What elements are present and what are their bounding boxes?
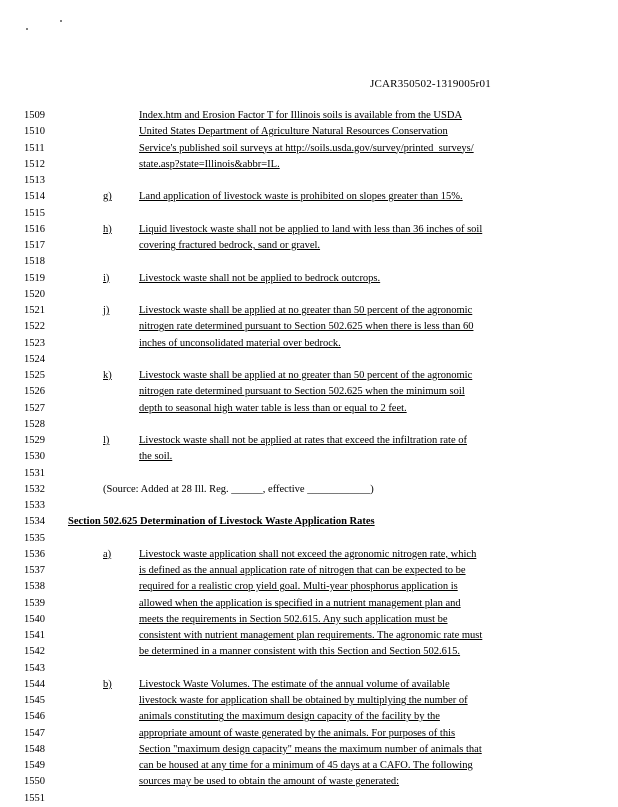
line-number: 1530 bbox=[24, 451, 45, 463]
document-line bbox=[0, 417, 618, 433]
document-line bbox=[0, 596, 618, 612]
line-number: 1534 bbox=[24, 516, 45, 528]
document-line bbox=[0, 579, 618, 595]
line-text: animals constituting the maximum design capacity of the facility by the bbox=[139, 711, 440, 723]
line-number: 1526 bbox=[24, 386, 45, 398]
document-line bbox=[0, 791, 618, 807]
line-number: 1521 bbox=[24, 305, 45, 316]
document-line bbox=[0, 709, 618, 725]
document-line bbox=[0, 108, 618, 124]
subsection-label: b) bbox=[103, 678, 112, 690]
document-line bbox=[0, 612, 618, 628]
line-text: Livestock waste shall not be applied at rates that exceed the infiltration rate of bbox=[139, 435, 468, 446]
document-line bbox=[0, 238, 618, 254]
line-number: 1546 bbox=[24, 711, 45, 723]
line-number: 1551 bbox=[24, 792, 45, 804]
document-line bbox=[0, 514, 618, 530]
line-text: Livestock waste shall be applied at no greater than 50 percent of the agronomic bbox=[139, 305, 473, 316]
line-number: 1538 bbox=[24, 581, 45, 593]
line-number: 1512 bbox=[24, 158, 45, 170]
line-number: 1539 bbox=[24, 597, 45, 609]
line-number: 1548 bbox=[24, 743, 45, 755]
line-number: 1533 bbox=[24, 500, 45, 511]
document-line bbox=[0, 449, 618, 465]
line-number: 1510 bbox=[24, 126, 45, 138]
line-number: 1532 bbox=[24, 483, 45, 495]
document-line bbox=[0, 254, 618, 270]
document-line bbox=[0, 758, 618, 774]
document-line bbox=[0, 206, 618, 222]
line-text: nitrogen rate determined pursuant to Section 502.625 when there is less than 60 bbox=[139, 321, 474, 333]
document-line bbox=[0, 303, 618, 319]
subsection-label: i) bbox=[103, 272, 110, 284]
line-number: 1522 bbox=[24, 321, 45, 333]
line-text: state.asp?state=Illinois&abbr=IL. bbox=[139, 158, 280, 170]
line-text: Liquid livestock waste shall not be applied to land with less than 36 inches of soil bbox=[139, 223, 483, 235]
document-line bbox=[0, 271, 618, 287]
line-text: depth to seasonal high water table is less than or equal to 2 feet. bbox=[139, 402, 407, 414]
document-line bbox=[0, 173, 618, 189]
document-line bbox=[0, 141, 618, 157]
line-number: 1511 bbox=[24, 142, 45, 154]
subsection-label: l) bbox=[103, 435, 110, 446]
subsection-label: g) bbox=[103, 191, 112, 203]
document-line bbox=[0, 628, 618, 644]
line-text: Index.htm and Erosion Factor T for Illinois soils is available from the USDA bbox=[139, 110, 463, 121]
line-number: 1541 bbox=[24, 630, 45, 641]
line-number: 1520 bbox=[24, 288, 45, 300]
document-line bbox=[0, 352, 618, 368]
line-number: 1543 bbox=[24, 662, 45, 674]
line-number: 1547 bbox=[24, 727, 45, 739]
line-text: sources may be used to obtain the amount of waste generated: bbox=[139, 776, 400, 788]
line-text: Land application of livestock waste is prohibited on slopes greater than 15%. bbox=[139, 191, 463, 203]
line-text: Service's published soil surveys at http://soils.usda.gov/survey/printed_surveys/ bbox=[139, 142, 474, 154]
line-number: 1517 bbox=[24, 240, 45, 251]
line-number: 1528 bbox=[24, 418, 45, 430]
line-text: consistent with nutrient management plan requirements. The agronomic rate must bbox=[139, 630, 483, 641]
line-number: 1518 bbox=[24, 256, 45, 268]
document-line bbox=[0, 742, 618, 758]
line-number: 1545 bbox=[24, 695, 45, 706]
line-number: 1513 bbox=[24, 175, 45, 186]
line-number: 1549 bbox=[24, 760, 45, 771]
document-line bbox=[0, 189, 618, 205]
document-line bbox=[0, 693, 618, 709]
line-number: 1516 bbox=[24, 223, 45, 235]
document-line bbox=[0, 287, 618, 303]
document-code: JCAR350502-1319005r01 bbox=[370, 78, 491, 90]
line-number: 1544 bbox=[24, 678, 45, 690]
line-number: 1536 bbox=[24, 548, 45, 560]
line-text: meets the requirements in Section 502.615. Any such application must be bbox=[139, 613, 448, 625]
line-text: Livestock waste shall not be applied to bedrock outcrops. bbox=[139, 272, 381, 284]
line-number: 1523 bbox=[24, 337, 45, 349]
line-number: 1542 bbox=[24, 646, 45, 658]
line-number: 1537 bbox=[24, 565, 45, 576]
document-line bbox=[0, 401, 618, 417]
section-heading: Section 502.625 Determination of Livestock Waste Application Rates bbox=[68, 516, 375, 528]
subsection-label: k) bbox=[103, 370, 112, 381]
scan-speck bbox=[26, 28, 28, 30]
document-line bbox=[0, 336, 618, 352]
document-line bbox=[0, 547, 618, 563]
document-line bbox=[0, 124, 618, 140]
line-number: 1540 bbox=[24, 613, 45, 625]
line-text: United States Department of Agriculture Natural Resources Conservation bbox=[139, 126, 448, 138]
line-number: 1515 bbox=[24, 207, 45, 219]
line-text: required for a realistic crop yield goal. Multi-year phosphorus application is bbox=[139, 581, 458, 593]
scan-speck bbox=[60, 20, 62, 22]
line-text: can be housed at any time for a minimum of 45 days at a CAFO. The following bbox=[139, 760, 473, 771]
line-text: Livestock waste application shall not exceed the agronomic nitrogen rate, which bbox=[139, 548, 477, 560]
line-number: 1535 bbox=[24, 532, 45, 544]
document-line bbox=[0, 368, 618, 384]
document-line bbox=[0, 466, 618, 482]
line-text: nitrogen rate determined pursuant to Section 502.625 when the minimum soil bbox=[139, 386, 465, 398]
line-text: allowed when the application is specified in a nutrient management plan and bbox=[139, 597, 461, 609]
line-text: covering fractured bedrock, sand or gravel. bbox=[139, 240, 321, 251]
document-line bbox=[0, 531, 618, 547]
subsection-label: j) bbox=[103, 305, 110, 316]
document-line bbox=[0, 644, 618, 660]
line-number: 1524 bbox=[24, 353, 45, 365]
line-number: 1514 bbox=[24, 191, 45, 203]
source-note: (Source: Added at 28 Ill. Reg. ______, effective ____________) bbox=[103, 483, 374, 495]
document-line bbox=[0, 384, 618, 400]
line-number: 1509 bbox=[24, 110, 45, 121]
document-line bbox=[0, 726, 618, 742]
subsection-label: a) bbox=[103, 548, 112, 560]
line-number: 1550 bbox=[24, 776, 45, 788]
line-text: the soil. bbox=[139, 451, 173, 463]
line-text: Section "maximum design capacity" means the maximum number of animals that bbox=[139, 743, 482, 755]
line-number: 1529 bbox=[24, 435, 45, 446]
document-line bbox=[0, 661, 618, 677]
line-number: 1531 bbox=[24, 467, 45, 479]
line-text: appropriate amount of waste generated by the animals. For purposes of this bbox=[139, 727, 456, 739]
line-text: be determined in a manner consistent with this Section and Section 502.615. bbox=[139, 646, 461, 658]
line-number: 1519 bbox=[24, 272, 45, 284]
document-line bbox=[0, 482, 618, 498]
subsection-label: h) bbox=[103, 223, 112, 235]
document-line bbox=[0, 563, 618, 579]
line-text: is defined as the annual application rate of nitrogen that can be expected to be bbox=[139, 565, 466, 576]
line-text: Livestock waste shall be applied at no greater than 50 percent of the agronomic bbox=[139, 370, 473, 381]
document-line bbox=[0, 433, 618, 449]
line-text: livestock waste for application shall be obtained by multiplying the number of bbox=[139, 695, 468, 706]
document-line bbox=[0, 677, 618, 693]
line-number: 1527 bbox=[24, 402, 45, 414]
document-line bbox=[0, 498, 618, 514]
document-line bbox=[0, 319, 618, 335]
document-line bbox=[0, 774, 618, 790]
document-line bbox=[0, 222, 618, 238]
document-line bbox=[0, 157, 618, 173]
line-text: inches of unconsolidated material over bedrock. bbox=[139, 337, 341, 349]
line-number: 1525 bbox=[24, 370, 45, 381]
line-text: Livestock Waste Volumes. The estimate of the annual volume of available bbox=[139, 678, 450, 690]
